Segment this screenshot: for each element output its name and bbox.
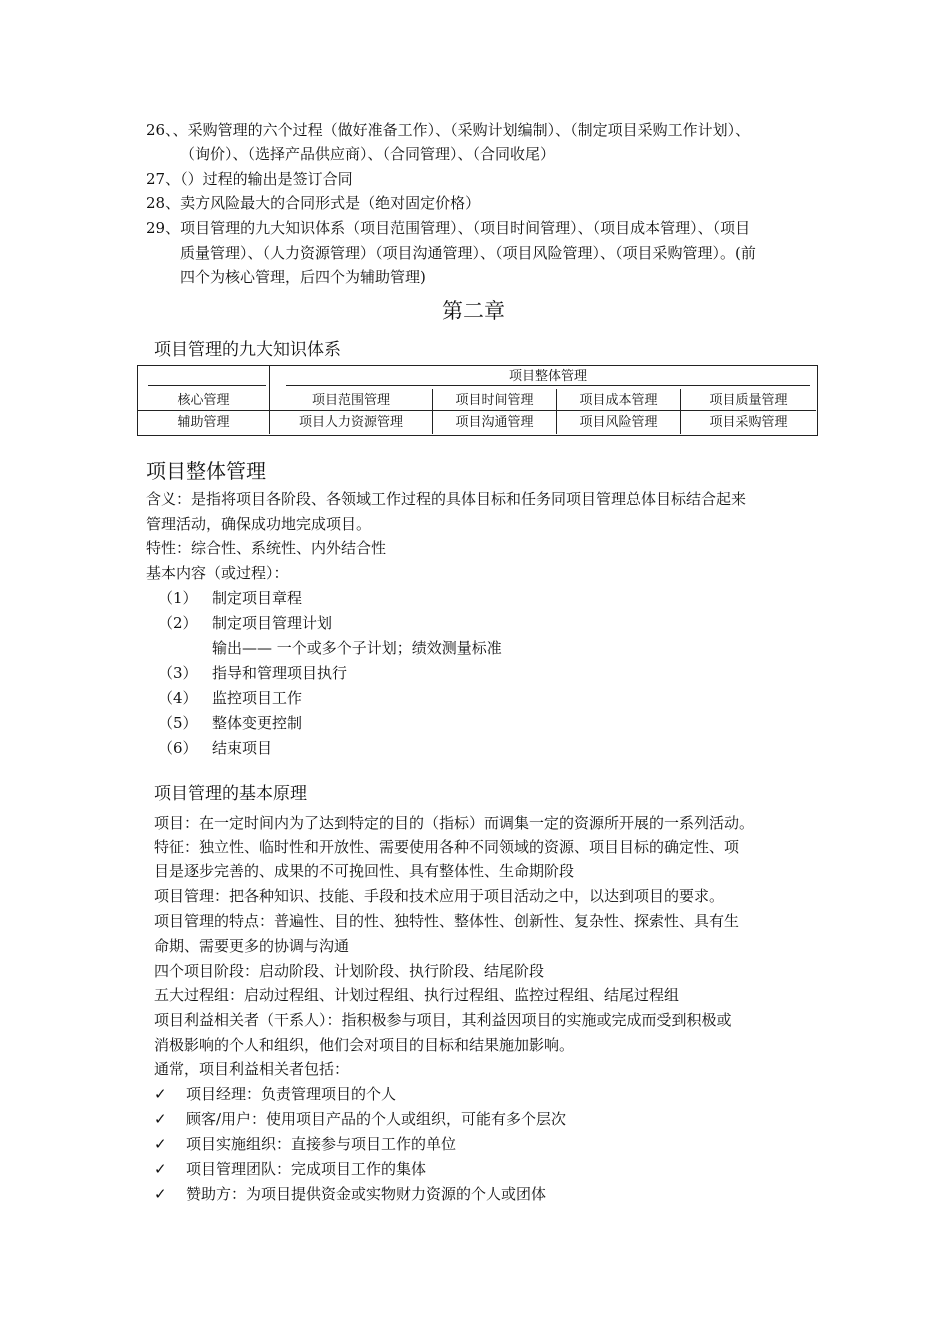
process-text: 监控项目工作 <box>212 689 303 707</box>
process-text: 指导和管理项目执行 <box>212 664 348 682</box>
process-text: 结束项目 <box>212 739 273 757</box>
question-28: 28、卖方风险最大的合同形式是（绝对固定价格） <box>146 194 481 212</box>
principles-line: 项目管理的特点：普遍性、目的性、独特性、整体性、创新性、复杂性、探索性、具有生 <box>154 912 740 930</box>
stakeholder-item <box>154 1184 546 1204</box>
stakeholder-item <box>154 1109 566 1129</box>
check-icon: ✓ <box>154 1185 167 1203</box>
integration-content-label: 基本内容（或过程）： <box>146 564 289 582</box>
table-cell: 项目风险管理 <box>579 415 658 430</box>
process-number: （2） <box>158 614 198 632</box>
integration-traits: 特性：综合性、系统性、内外结合性 <box>146 539 387 557</box>
principles-line: 项目管理：把各种知识、技能、手段和技术应用于项目活动之中，以达到项目的要求。 <box>154 887 725 905</box>
stakeholder-item <box>154 1134 456 1154</box>
process-text: 制定项目章程 <box>212 589 303 607</box>
stakeholder-text: 赞助方：为项目提供资金或实物财力资源的个人或团体 <box>186 1185 547 1203</box>
process-text: 整体变更控制 <box>212 714 303 732</box>
stakeholder-item <box>154 1084 396 1104</box>
question-26-line2: （询价）、（选择产品供应商）、（合同管理）、（合同收尾） <box>180 145 556 163</box>
question-29-line1: 29、项目管理的九大知识体系（项目范围管理）、（项目时间管理）、（项目成本管理）、（项目 <box>146 219 751 237</box>
stakeholder-text: 项目经理：负责管理项目的个人 <box>186 1085 397 1103</box>
principles-title: 项目管理的基本原理 <box>154 784 307 804</box>
check-icon: ✓ <box>154 1135 167 1153</box>
question-27: 27、（）过程的输出是签订合同 <box>146 170 353 188</box>
integration-meaning-line1: 含义：是指将项目各阶段、各领域工作过程的具体目标和任务同项目管理总体目标结合起来 <box>146 490 747 508</box>
principles-line: 项目：在一定时间内为了达到特定的目的（指标）而调集一定的资源所开展的一系列活动。 <box>154 814 755 832</box>
principles-line: 目是逐步完善的、成果的不可挽回性、具有整体性、生命期阶段 <box>154 862 575 880</box>
principles-line: 通常，项目利益相关者包括： <box>154 1060 350 1078</box>
principles-line: 项目利益相关者（干系人）：指积极参与项目，其利益因项目的实施或完成而受到积极或 <box>154 1011 732 1029</box>
process-number: （3） <box>158 664 198 682</box>
question-29-line3: 四个为核心管理，后四个为辅助管理) <box>180 268 426 286</box>
principles-line: 特征：独立性、临时性和开放性、需要使用各种不同领域的资源、项目目标的确定性、项 <box>154 838 740 856</box>
table-cell: 项目时间管理 <box>455 393 534 408</box>
integration-meaning-line2: 管理活动，确保成功地完成项目。 <box>146 515 372 533</box>
question-26-line1: 26、、采购管理的六个过程（做好准备工作）、（采购计划编制）、（制定项目采购工作计划）、 <box>146 121 751 139</box>
table-cell: 项目人力资源管理 <box>298 415 403 430</box>
principles-line: 命期、需要更多的协调与沟通 <box>154 937 350 955</box>
principles-line: 五大过程组：启动过程组、计划过程组、执行过程组、监控过程组、结尾过程组 <box>154 986 680 1004</box>
principles-line: 消极影响的个人和组织，他们会对项目的目标和结果施加影响。 <box>154 1036 575 1054</box>
process-number: （6） <box>158 739 198 757</box>
principles-line: 四个项目阶段：启动阶段、计划阶段、执行阶段、结尾阶段 <box>154 962 545 980</box>
process-number: （4） <box>158 689 198 707</box>
table-cell: 项目范围管理 <box>311 393 390 408</box>
stakeholder-item <box>154 1159 426 1179</box>
process-text: 制定项目管理计划 <box>212 614 333 632</box>
stakeholder-text: 项目管理团队：完成项目工作的集体 <box>186 1160 427 1178</box>
chapter-title: 第二章 <box>442 299 505 323</box>
table-rule <box>148 385 266 386</box>
stakeholder-text: 项目实施组织：直接参与项目工作的单位 <box>186 1135 457 1153</box>
stakeholder-text: 顾客/用户：使用项目产品的个人或组织，可能有多个层次 <box>186 1110 567 1128</box>
table-row-label: 核心管理 <box>177 393 230 408</box>
process-number: （1） <box>158 589 198 607</box>
knowledge-table <box>137 365 818 436</box>
table-cell: 项目采购管理 <box>709 415 788 430</box>
table-top-header: 项目整体管理 <box>508 369 587 384</box>
check-icon: ✓ <box>154 1085 167 1103</box>
integration-title: 项目整体管理 <box>146 459 266 483</box>
process-number: （5） <box>158 714 198 732</box>
process-output-text: 输出—— 一个或多个子计划；绩效测量标准 <box>212 639 502 657</box>
question-29-line2: 质量管理）、（人力资源管理）（项目沟通管理）、（项目风险管理）、（项目采购管理）。(前 <box>180 244 756 262</box>
table-cell: 项目沟通管理 <box>455 415 534 430</box>
knowledge-section-title: 项目管理的九大知识体系 <box>154 340 341 360</box>
table-rule <box>286 385 810 386</box>
check-icon: ✓ <box>154 1160 167 1178</box>
table-cell: 项目成本管理 <box>579 393 658 408</box>
table-cell: 项目质量管理 <box>709 393 788 408</box>
check-icon: ✓ <box>154 1110 167 1128</box>
table-row-label: 辅助管理 <box>177 415 230 430</box>
table-row-divider <box>138 410 816 411</box>
